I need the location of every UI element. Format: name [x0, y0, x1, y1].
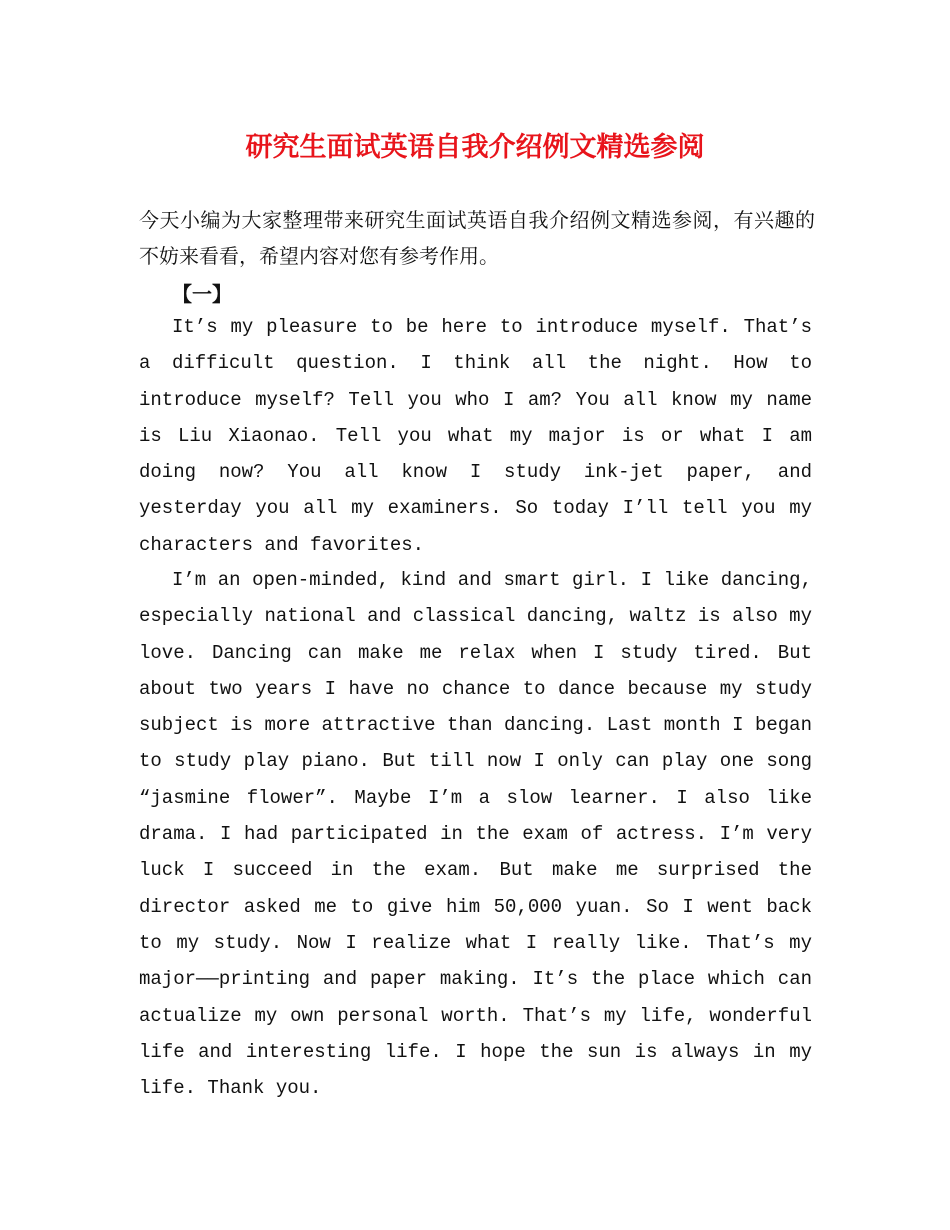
document-title: 研究生面试英语自我介绍例文精选参阅 [245, 132, 705, 163]
body-paragraph-2: I’m an open-minded, kind and smart girl. I like dancing, especially national and classical dancing, waltz is also my love. Dancing can make me relax when I study tired. But about two years I have no chance to dance because my study subject is more attractive than dancing. Last month I began to study play piano. But till now I only can play one song “jasmine flower”. Maybe I’m a slow learner. I also like drama. I had participated in the exam of actress. I’m very luck I succeed in the exam. But make me surprised the director asked me to give him 50,000 yuan. So I went back to my study. Now I realize what I really like. That’s my major——printing and paper making. It’s the place which can actualize my own personal worth. That’s my life, wonderful life and interesting life. I hope the sun is always in my life. Thank you. [139, 569, 812, 1100]
body-paragraph-1: It’s my pleasure to be here to introduce myself. That’s a difficult question. I think all the night. How to introduce myself? Tell you who I am? You all know my name is Liu Xiaonao. Tell you what my major is or what I am doing now? You all know I study ink-jet paper, and yesterday you all my examiners. So today I’ll tell you my characters and favorites. [139, 316, 812, 556]
intro-paragraph: 今天小编为大家整理带来研究生面试英语自我介绍例文精选参阅，有兴趣的不妨来看看，希望内容对您有参考作用。 [139, 208, 815, 268]
section-heading: 【一】 [172, 282, 232, 306]
